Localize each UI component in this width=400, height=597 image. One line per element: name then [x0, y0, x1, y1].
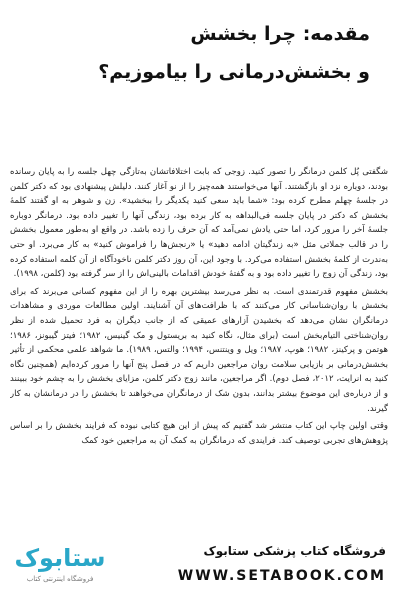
chapter-title-line-2: و بخشش‌درمانی را بیاموزیم؟: [98, 61, 370, 83]
logo-wordmark: ستابوک: [14, 544, 106, 572]
paragraph-1: شگفتی پُل کلمن درمانگر را تصور کنید. زوجی که بابت اختلافاتشان به‌تازگی چهل جلسه را به پایان رسانده بودند، دوباره نزد او بازگشتند. آنها می‌خواستند همه‌چیز را از نو آغاز کنند. دلیلش پیشنهادی بود که دکتر کلمن در جلسهٔ چهلم مطرح کرده بود: «شما باید سعی کنید یکدیگر را ببخشید». زن و شوهر به او گفتند کلمهٔ بخشش که دکتر در پایان جلسه فی‌البداهه به کار برده بود، زندگی آنها را تغییر داده بود. درمانگر دوباره جلسهٔ آخر را مرور کرد، اما حتی یادش نمی‌آمد که آن حرف را زده باشد. در واقع او به‌طور معمول بخشش را در قالب جملاتی مثل «به زندگیتان ادامه دهید» یا «رنجش‌ها را فراموش کنید» به کار می‌برد. او حتی به‌ندرت از کلمهٔ بخشش استفاده می‌کرد. با وجود این، آن روز دکتر کلمن ناخودآگاه از آن کلمه استفاده کرده بود، زندگی آن زوج را تغییر داده بود و به گفتهٔ خودش اقدامات بالینی‌اش را از سر گرفته بود (کلمن، ۱۹۹۸).: [10, 167, 388, 280]
chapter-title-line-1: مقدمه: چرا بخشش: [190, 23, 370, 45]
publisher-footer: [0, 538, 400, 597]
paragraph-2: بخشش مفهوم قدرتمندی است. به نظر می‌رسد بیشترین بهره را از این مفهوم کسانی می‌برند که برای بخشش با روان‌شناسانی کار می‌کنند که با ظرافت‌های آن آشنایند. اولین مطالعات موردی و مشاهدات درمانگران نشان می‌دهد که بخشیدن آزارهای عمیقی که از جانب دیگران به فرد تحمیل شده از نظر روان‌شناختی التیام‌بخش است (برای مثال، نگاه کنید به بریستول و مک گینیس، ۱۹۸۲؛ فیتز گیبونز، ۱۹۸۶؛ هوتمن و پرکینز، ۱۹۸۲؛ هوپ، ۱۹۸۷؛ ویل و وینتنس، ۱۹۹۴؛ والتس، ۱۹۸۹). ما شواهد علمی محکمی از تأثیر بخشش‌درمانی بر بازیابی سلامت روان مراجعین داریم که در فصل پنج آنها را مرور کرده‌ایم (همچنین نگاه کنید به انرایت، ۲۰۱۲، فصل دوم). اگر مراجعین، مانند زوج دکتر کلمن، مزایای بخشش را به چشم خود ببینند و از درباره‌ی این موضوع بیشتر بدانند، بدون شک از درمانگران می‌خواهند تا بخشش را در درمانشان به کار گیرند.: [10, 286, 388, 414]
logo-tagline: فروشگاه اینترنتی کتاب: [26, 575, 94, 583]
chapter-body: [10, 165, 388, 585]
paragraph-3: وقتی اولین چاپ این کتاب منتشر شد گفتیم که پیش از این هیچ کتابی نبوده که فرایند بخشش را بر اساس پژوهش‌های تجربی توصیف کند. فرایندی که درمانگران به کمک آن به مراجعین خود کمک: [10, 421, 388, 446]
setabook-logo: [8, 542, 112, 590]
store-url: WWW.SETABOOK.COM: [177, 568, 386, 584]
store-name: فروشگاه کتاب پزشکی ستابوک: [203, 544, 386, 558]
